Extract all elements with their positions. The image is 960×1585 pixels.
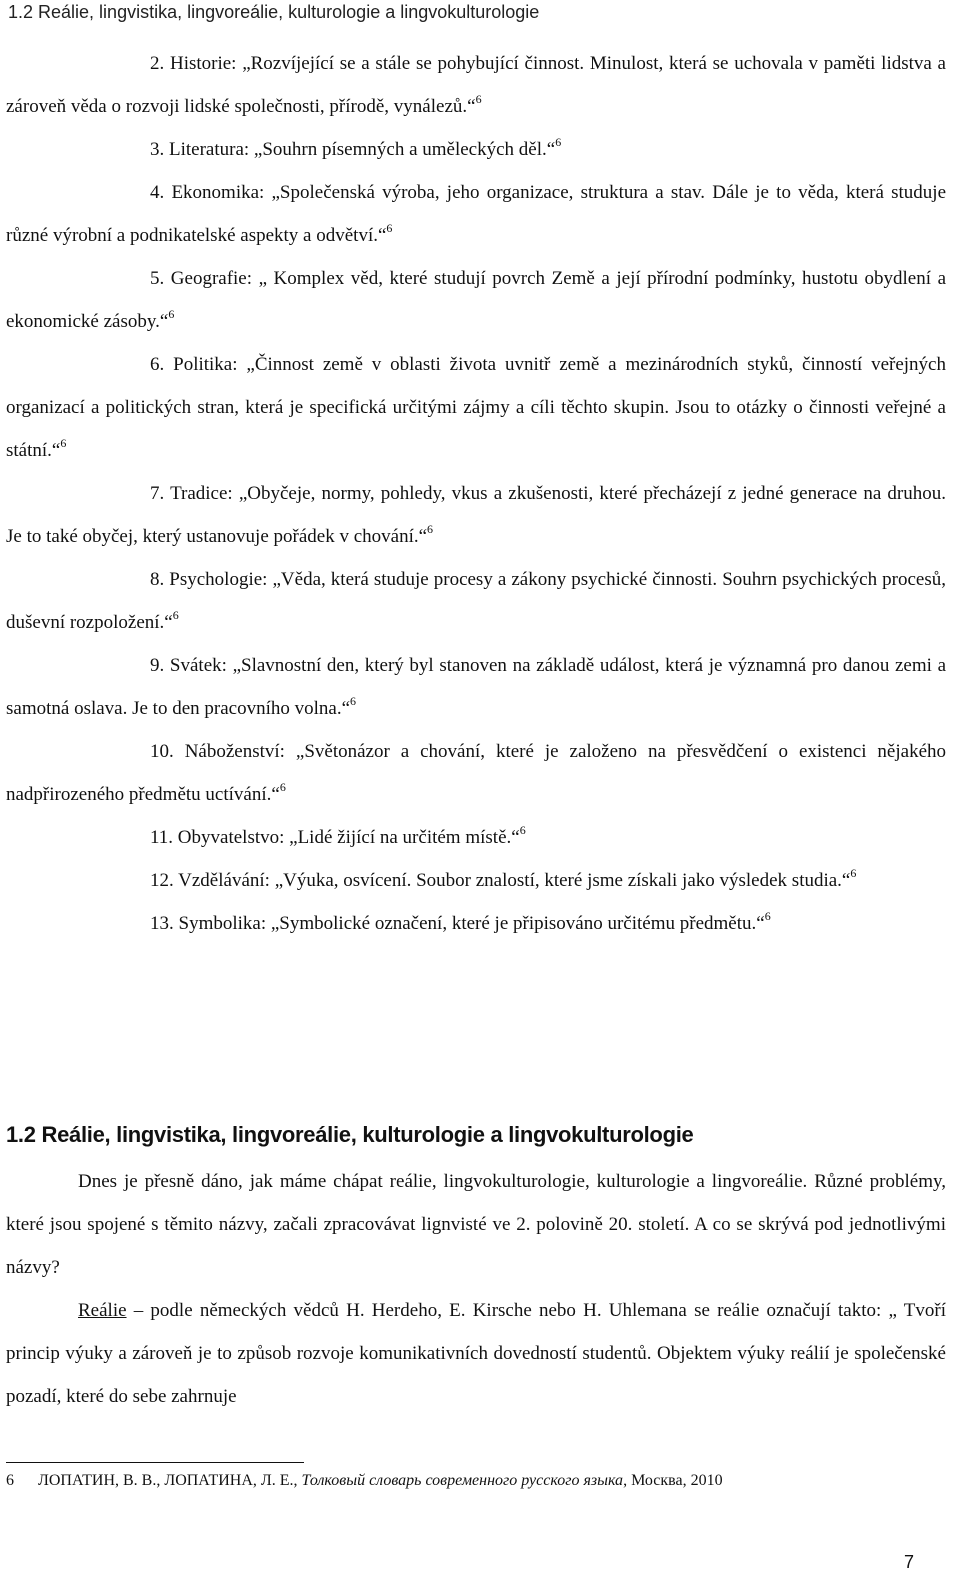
list-item: 10. Náboženství: „Světonázor a chování, které je založeno na přesvědčení o existenci nějakého nadpřirozeného předmětu uctívání.“$^6$ <box>6 741 946 805</box>
footnote-ref: 6 <box>519 823 526 837</box>
running-header: 1.2 Reálie, lingvistika, lingvoreálie, kulturologie a lingvokulturologie <box>8 2 540 22</box>
footnote-ref: 6 <box>555 135 562 149</box>
list-item: 5. Geografie: „ Komplex věd, které studují povrch Země a její přírodní podmínky, hustotu obydlení a ekonomické zásoby.“$^6$ <box>6 268 946 332</box>
footnote-title: Толковый словарь современного русского языка <box>301 1472 624 1489</box>
footnote-number: 6 <box>6 1472 14 1489</box>
footnote-ref: 6 <box>427 522 434 536</box>
list-item: 6. Politika: „Činnost země v oblasti života uvnitř země a mezinárodních styků, činností veřejných organizací a politických stran, která je specifická určitými zájmy a cíli těchto skupin. Jsou to otázky o činnosti veřejné a státní.“$^6$ <box>6 354 946 461</box>
list-item: 2. Historie: „Rozvíjející se a stále se pohybující činnost. Minulost, která se uchovala v paměti lidstva a zároveň věda o rozvoji lidské společnosti, přírodě, vynálezů.“$^6$ <box>6 53 946 117</box>
footnote <box>6 1472 723 1490</box>
page-number: 7 <box>903 1552 914 1572</box>
footnote-ref: 6 <box>475 92 482 106</box>
list-item: 7. Tradice: „Obyčeje, normy, pohledy, vkus a zkušenosti, které přecházejí z jedné generace na druhou. Je to také obyčej, který ustanovuje pořádek v chování.“$^6$ <box>6 483 946 547</box>
list-item: 9. Svátek: „Slavnostní den, který byl stanoven na základě událost, která je významná pro danou zemi a samotná oslava. Je to den pracovního volna.“$^6$ <box>6 655 946 719</box>
list-item: 12. Vzdělávání: „Výuka, osvícení. Soubor znalostí, které jsme získali jako výsledek studia.“$^6$ <box>150 866 857 891</box>
paragraph: Dnes je přesně dáno, jak máme chápat reálie, lingvokulturologie, kulturologie a lingvoreálie. Různé problémy, které jsou spojené s těmito názvy, začali zpracovávat lignvisté ve 2. polovině 20. století. A co se skrývá pod jednotlivými názvy? <box>6 1171 946 1278</box>
list-item: 13. Symbolika: „Symbolické označení, které je připisováno určitému předmětu.“$^6$ <box>150 909 771 934</box>
section-heading: 1.2 Reálie, lingvistika, lingvoreálie, kulturologie a lingvokulturologie <box>6 1122 694 1147</box>
footnote-ref: 6 <box>60 436 67 450</box>
footnote-rest: , Москва, 2010 <box>623 1472 723 1489</box>
footnote-ref: 6 <box>168 307 175 321</box>
footnote-ref: 6 <box>386 221 393 235</box>
list-item: 4. Ekonomika: „Společenská výroba, jeho organizace, struktura a stav. Dále je to věda, která studuje různé výrobní a podnikatelské aspekty a odvětví.“$^6$ <box>6 182 946 246</box>
definition-list <box>6 42 946 945</box>
footnote-separator <box>6 1462 304 1463</box>
footnote-ref: 6 <box>350 694 357 708</box>
list-item: 8. Psychologie: „Věda, která studuje procesy a zákony psychické činnosti. Souhrn psychických procesů, duševní rozpoložení.“$^6$ <box>6 569 946 633</box>
footnote-authors: ЛОПАТИН, В. В., ЛОПАТИНА, Л. Е., <box>38 1472 302 1489</box>
footnote-ref: 6 <box>172 608 179 622</box>
footnote-ref: 6 <box>850 866 857 880</box>
footnote-ref: 6 <box>764 909 771 923</box>
list-item: 3. Literatura: „Souhrn písemných a uměleckých děl.“$^6$ <box>150 135 562 160</box>
section-body <box>6 1160 946 1418</box>
list-item: 11. Obyvatelstvo: „Lidé žijící na určitém místě.“$^6$ <box>150 823 526 848</box>
term-realie: Reálie <box>78 1300 127 1321</box>
footnote-ref: 6 <box>279 780 286 794</box>
paragraph: Reálie – podle německých vědců H. Herdeho, E. Kirsche nebo H. Uhlemana se reálie označují takto: „ Tvoří princip výuky a zároveň je to způsob rozvoje komunikativních dovedností studentů. Objektem výuky reálií je společenské pozadí, které do sebe zahrnuje <box>6 1300 946 1407</box>
